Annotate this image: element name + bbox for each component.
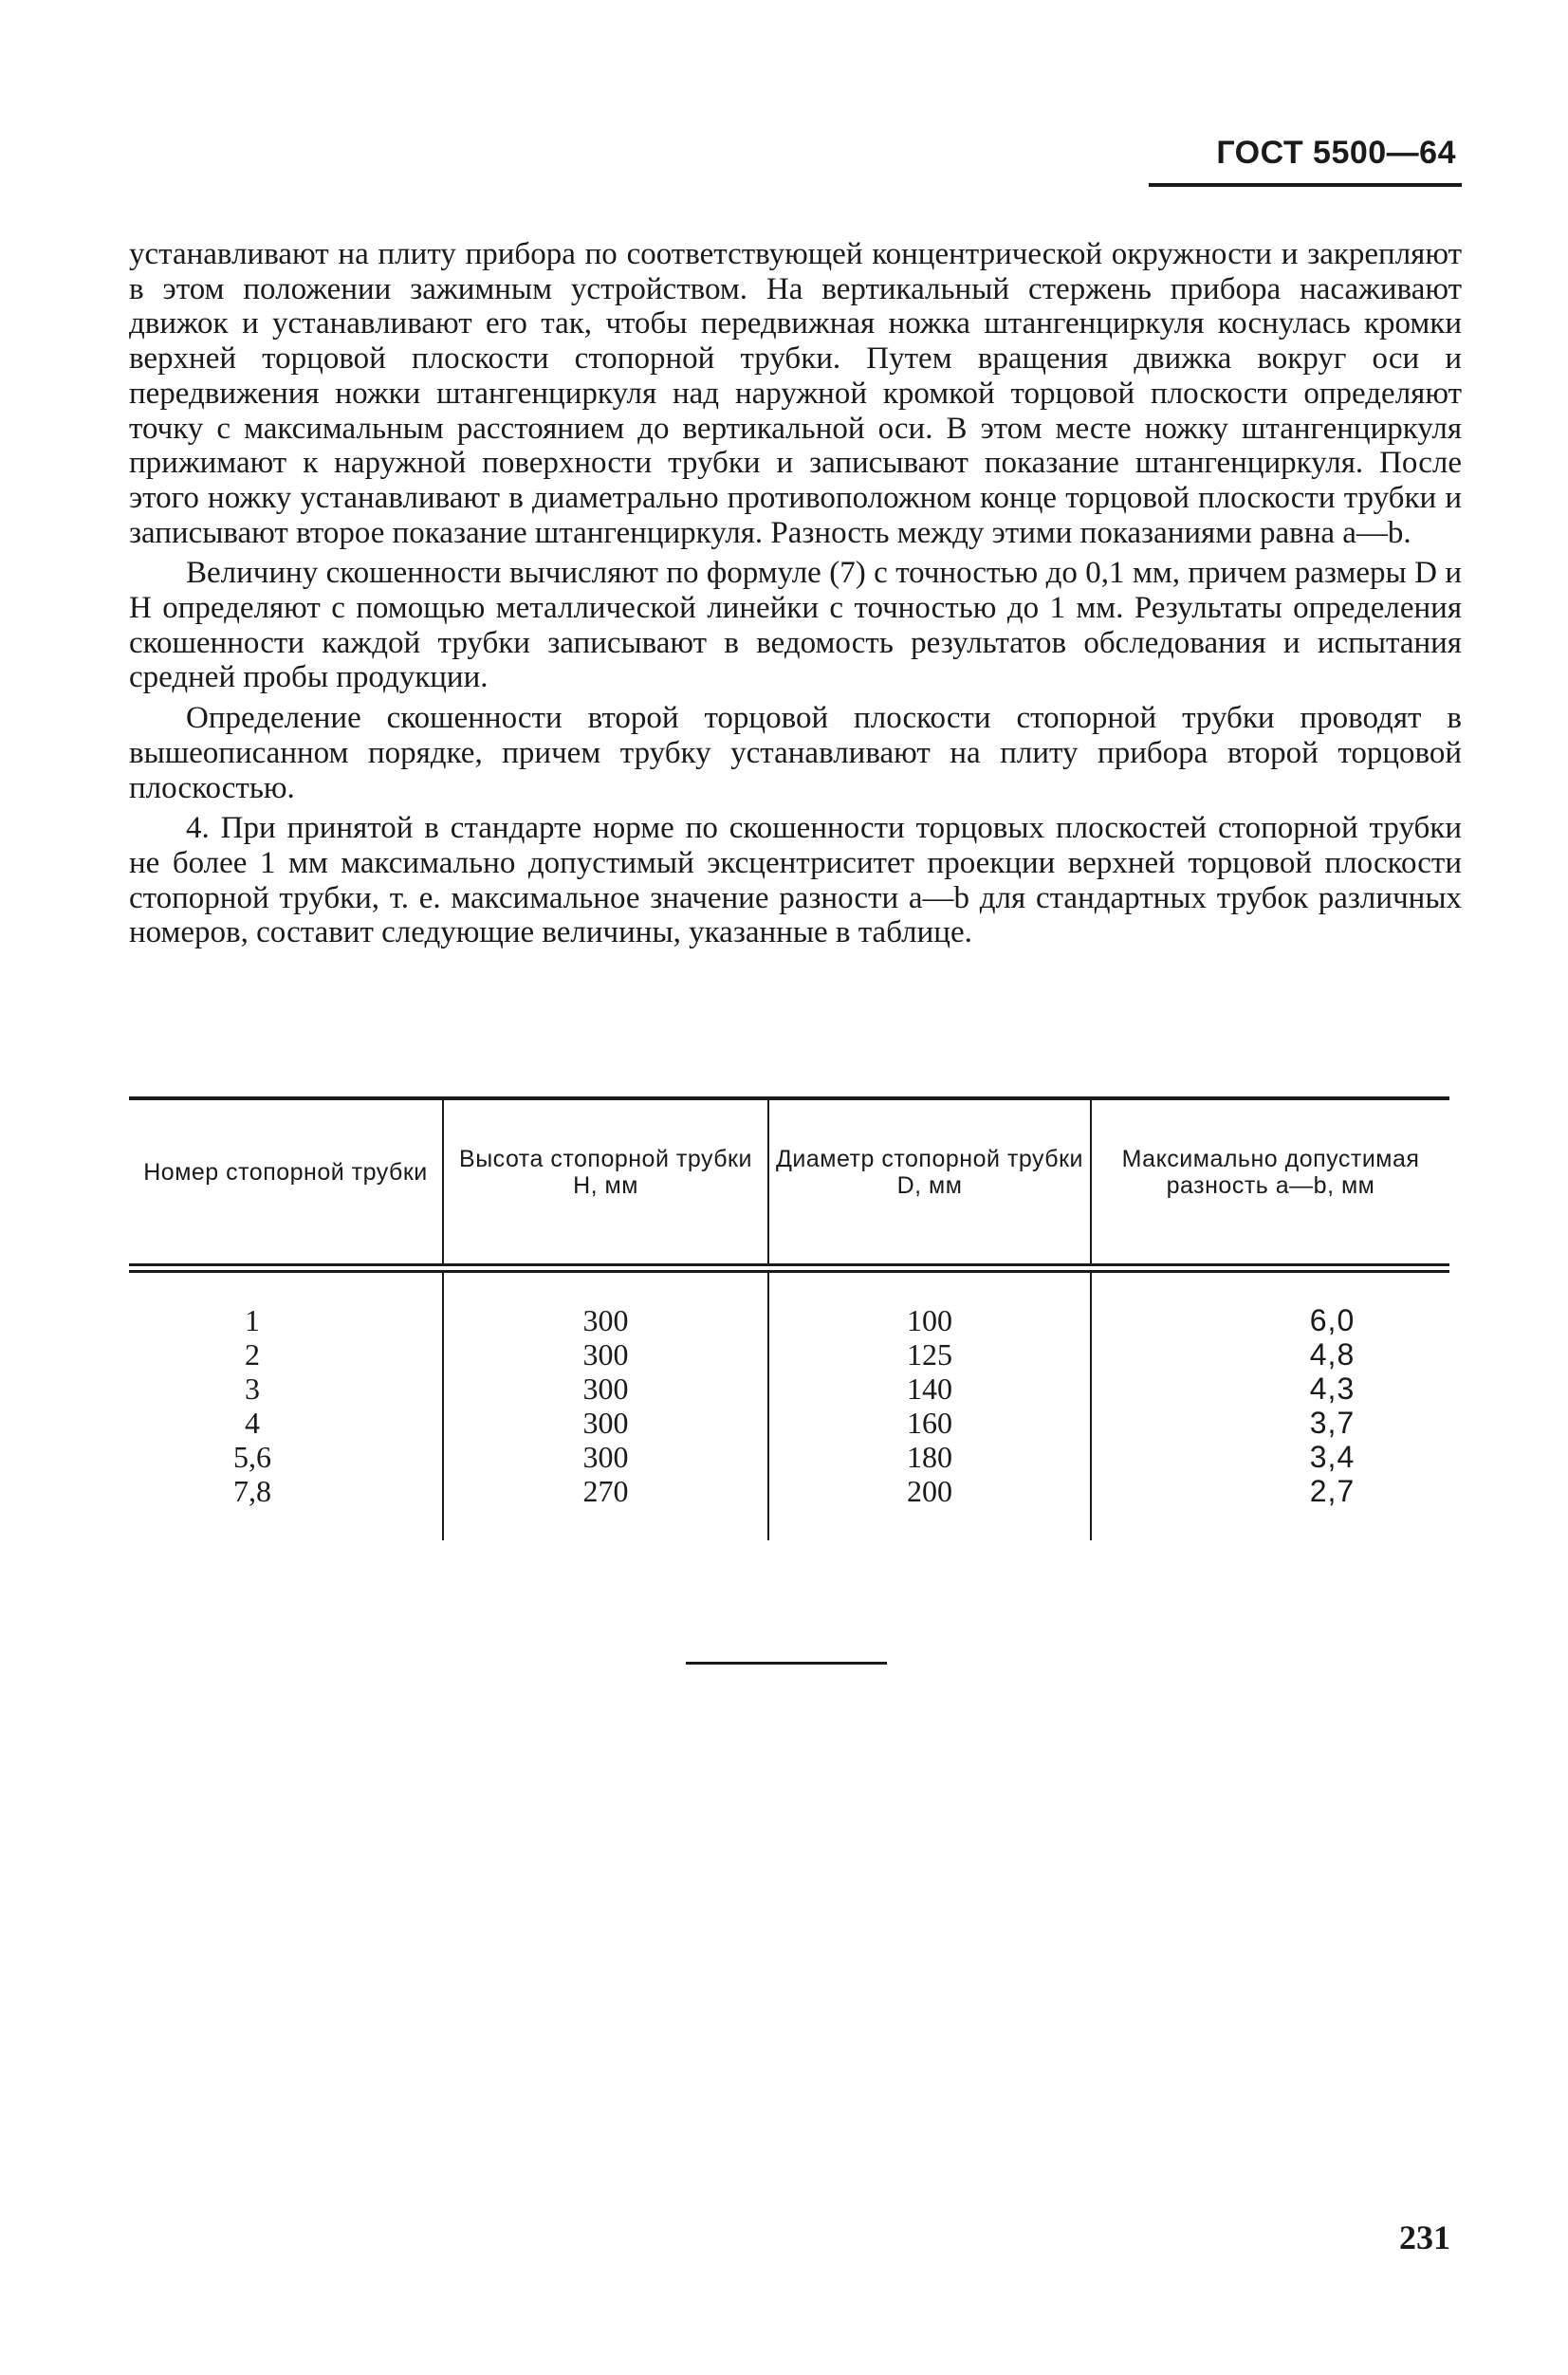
table-body <box>129 1273 1449 1540</box>
table-cell: 7,8 <box>233 1474 271 1508</box>
table-cell: 125 <box>907 1337 952 1372</box>
table-cell: 4 <box>245 1406 260 1440</box>
table-cell: 160 <box>907 1406 952 1440</box>
column-max-difference <box>1090 1273 1449 1540</box>
table-cell: 6,0 <box>1309 1303 1356 1337</box>
column-tube-number <box>129 1273 442 1540</box>
table-cell: 300 <box>582 1337 629 1372</box>
table-cell: 5,6 <box>233 1440 271 1474</box>
page-header <box>1149 135 1462 187</box>
table-cell: 3 <box>245 1372 260 1406</box>
table-cell: 100 <box>907 1303 952 1337</box>
document-code: ГОСТ 5500—64 <box>1216 135 1456 171</box>
table-cell: 300 <box>582 1303 629 1337</box>
table-cell: 300 <box>582 1406 629 1440</box>
paragraph-continuation: устанавливают на плиту прибора по соответствующей концентрической окружности и закрепляют в этом положении зажимным устройством. На вертикальный стержень прибора насаживают движок и устанавливают его так, чтобы передвижная ножка штангенциркуля коснулась кромки верхней торцовой плоскости стопорной трубки. Путем вращения движка вокруг оси и передвижения ножки штангенциркуля над наружной кромкой торцовой плоскости определяют точку с максимальным расстоянием до вертикальной оси. В этом месте ножку штангенциркуля прижимают к наружной поверхности трубки и записывают показание штангенциркуля. После этого ножку устанавливают в диаметрально противоположном конце торцовой плоскости трубки и записывают второе показание штангенциркуля. Разность между этими показаниями равна a—b. <box>129 237 1462 550</box>
table-cell: 3,4 <box>1309 1440 1356 1474</box>
table-cell: 200 <box>907 1474 952 1508</box>
table-cell: 2 <box>245 1337 260 1372</box>
table-cell: 2,7 <box>1309 1474 1356 1508</box>
table-cell: 4,3 <box>1309 1372 1356 1406</box>
table-cell: 3,7 <box>1309 1406 1356 1440</box>
table-header-double-rule <box>129 1263 1449 1273</box>
column-tube-diameter <box>767 1273 1090 1540</box>
header-tube-diameter: Диаметр стопорной трубки D, мм <box>767 1100 1090 1263</box>
header-rule <box>1149 183 1462 187</box>
header-tube-number: Номер стопорной трубки <box>143 1159 428 1186</box>
eccentricity-table <box>129 1096 1449 1540</box>
table-cell: 300 <box>582 1372 629 1406</box>
section-end-rule <box>686 1662 887 1665</box>
table-cell: 270 <box>582 1474 629 1508</box>
paragraph-second-plane: Определение скошенности второй торцовой плоскости стопорной трубки проводят в вышеописанном порядке, причем трубку устанавливают на плиту прибора второй торцовой плоскостью. <box>129 701 1462 805</box>
header-max-difference: Максимально допустимая разность a—b, мм <box>1090 1100 1449 1263</box>
page-number: 231 <box>1399 2219 1450 2256</box>
table-cell: 180 <box>907 1440 952 1474</box>
paragraph-item-4: 4. При принятой в стандарте норме по скошенности торцовых плоскостей стопорной трубки не более 1 мм максимально допустимый эксцентриситет проекции верхней торцовой плоскости стопорной трубки, т. е. максимальное значение разности a—b для стандартных трубок различных номеров, составит следующие величины, указанные в таблице. <box>129 811 1462 950</box>
table-header-row <box>129 1100 1449 1263</box>
header-tube-height: Высота стопорной трубки H, мм <box>442 1100 767 1263</box>
paragraph-formula: Величину скошенности вычисляют по формуле (7) с точностью до 0,1 мм, причем размеры D и H определяют с помощью металлической линейки с точностью до 1 мм. Результаты определения скошенности каждой трубки записывают в ведомость результатов обследования и испытания средней пробы продукции. <box>129 556 1462 695</box>
table-cell: 300 <box>582 1440 629 1474</box>
table-cell: 1 <box>245 1303 260 1337</box>
column-tube-height <box>442 1273 767 1540</box>
body-text <box>129 237 1462 950</box>
table-cell: 4,8 <box>1309 1337 1356 1372</box>
table-cell: 140 <box>907 1372 952 1406</box>
